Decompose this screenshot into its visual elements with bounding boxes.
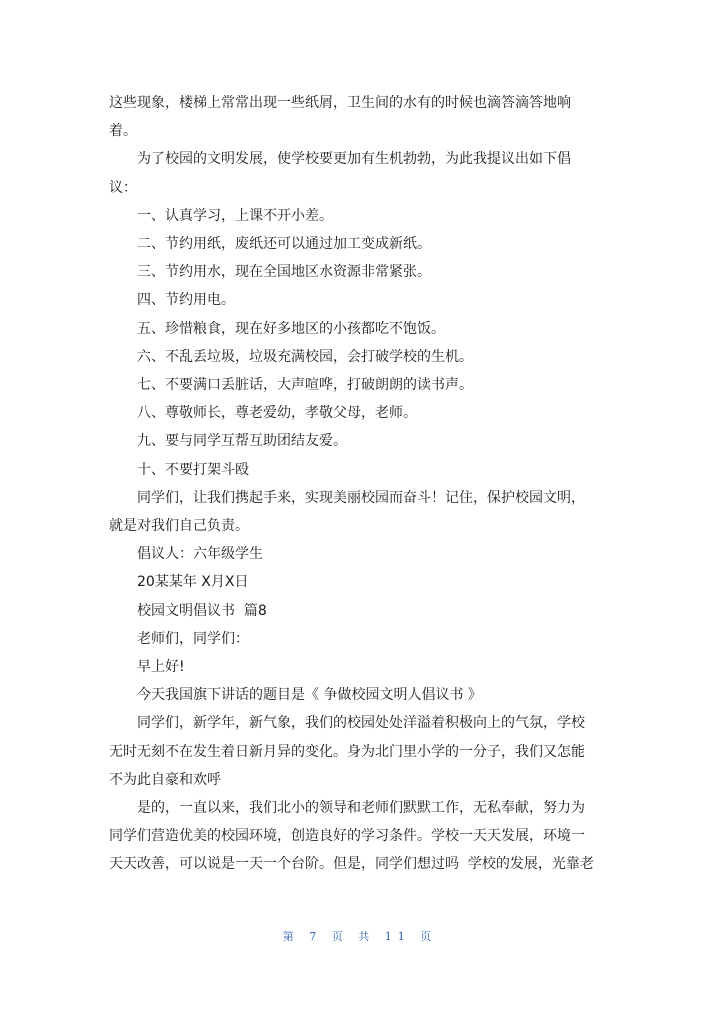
text-line: 是的，一直以来，我们北小的领导和老师们默默工作，无私奉献，努力为 (137, 800, 585, 817)
text-line: 六、不乱丢垃圾，垃圾充满校园，会打破学校的生机。 (137, 348, 473, 365)
document-body (109, 89, 611, 879)
text-line: 同学们营造优美的校园环境，创造良好的学习条件。学校一天天发展，环境一 (109, 828, 585, 845)
text-line: 五、珍惜粮食，现在好多地区的小孩都吃不饱饭。 (137, 320, 445, 337)
text-line: 八、尊敬师长，尊老爱幼，孝敬父母，老师。 (137, 405, 417, 422)
text-line: 不为此自豪和欢呼 (109, 771, 221, 788)
text-line: 同学们，新学年，新气象，我们的校园处处洋溢着积极向上的气氛，学校 (137, 715, 585, 732)
text-line: 二、节约用纸，废纸还可以通过加工变成新纸。 (137, 236, 431, 253)
text-line: 20某某年 X月X日 (137, 574, 249, 591)
text-line: 四、节约用电。 (137, 292, 235, 309)
text-line: 无时无刻不在发生着日新月异的变化。身为北门里小学的一分子，我们又怎能 (109, 743, 585, 760)
text-line: 七、不要满口丢脏话，大声喧哗，打破朗朗的读书声。 (137, 377, 473, 394)
text-line: 同学们，让我们携起手来，实现美丽校园而奋斗！记住，保护校园文明， (137, 489, 585, 506)
text-line: 校园文明倡议书 篇8 (137, 602, 267, 619)
text-line: 三、节约用水，现在全国地区水资源非常紧张。 (137, 264, 431, 281)
text-line: 一、认真学习，上课不开小差。 (137, 207, 333, 224)
text-line: 天天改善，可以说是一天一个台阶。但是，同学们想过吗 学校的发展，光靠老 (109, 856, 594, 873)
text-line: 为了校园的文明发展，使学校要更加有生机勃勃，为此我提议出如下倡 (137, 151, 571, 168)
text-line: 早上好! (137, 659, 185, 676)
text-line: 这些现象，楼梯上常常出现一些纸屑，卫生间的水有的时候也滴答滴答地响 (109, 95, 571, 111)
text-line: 倡议人：六年级学生 (137, 546, 263, 563)
text-line: 议： (109, 179, 137, 196)
text-line: 着。 (109, 123, 137, 140)
text-line: 今天我国旗下讲话的题目是《 争做校园文明人倡议书 》 (137, 687, 482, 704)
text-line: 老师们，同学们： (137, 630, 249, 647)
text-line: 就是对我们自己负责。 (109, 518, 249, 535)
text-line: 十、不要打架斗殴 (137, 461, 249, 478)
page-footer: 第 7 页 共 11 页 (282, 930, 438, 943)
text-line: 九、要与同学互帮互助团结友爱。 (137, 433, 347, 450)
